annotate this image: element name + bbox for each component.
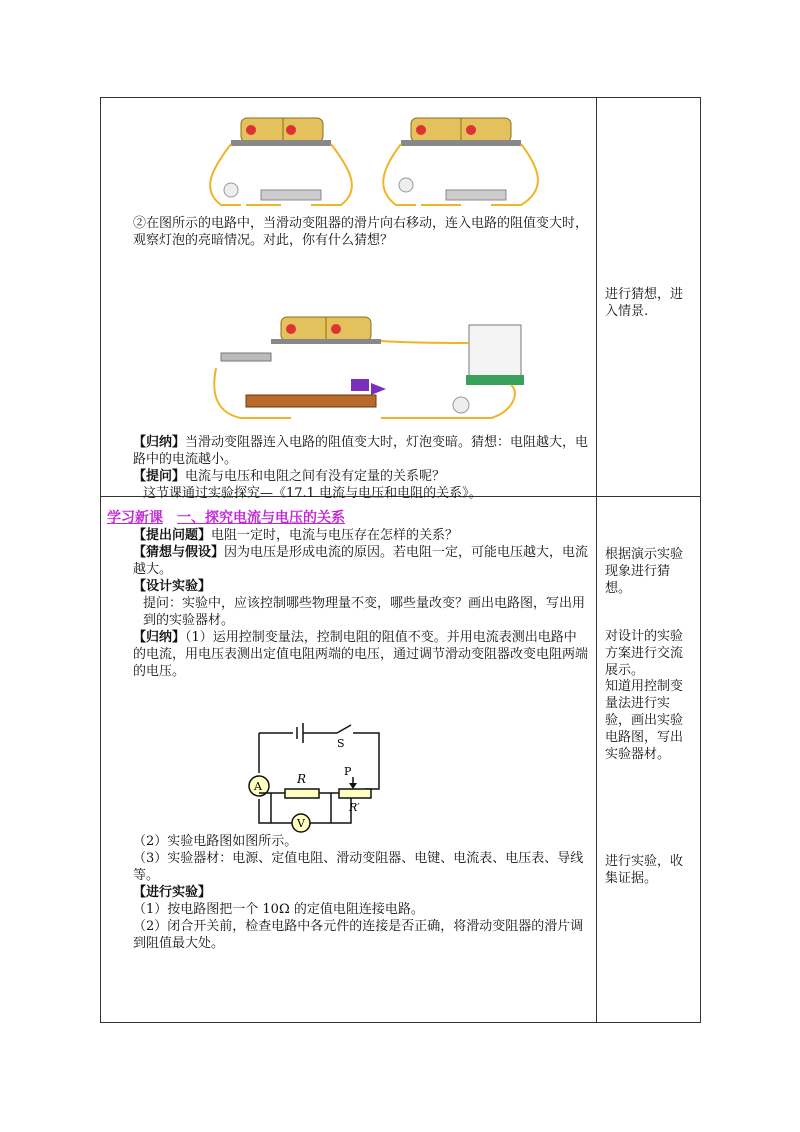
circuit-schematic bbox=[241, 723, 401, 833]
rheostat-label: R′ bbox=[349, 801, 360, 814]
design-text: 提问：实验中，应该控制哪些物理量不变，哪些量改变？画出电路图，写出用到的实验器材。 bbox=[143, 596, 586, 628]
ammeter-label: A bbox=[254, 780, 262, 793]
guess-paragraph: ②在图所示的电路中，当滑动变阻器的滑片向右移动，连入电路的阻值变大时，观察灯泡的亮暗情况。对此，你有什么猜想？ bbox=[133, 216, 589, 248]
experiment-block bbox=[107, 833, 589, 952]
h-label: 【猜想与假设】 bbox=[133, 545, 225, 560]
rheostat-circuit-illustration bbox=[211, 313, 531, 423]
slider-label: P bbox=[344, 765, 352, 778]
q-label: 【提出问题】 bbox=[133, 528, 212, 543]
side-note-guess: 根据演示实验现象进行猜想。 bbox=[605, 547, 684, 596]
new-lesson-block bbox=[107, 510, 589, 680]
item-3: （3）实验器材：电源、定值电阻、滑动变阻器、电键、电流表、电压表、导线等。 bbox=[133, 851, 584, 883]
h-text: 因为电压是形成电流的原因。若电阻一定，可能电压越大，电流越大。 bbox=[133, 545, 589, 577]
demo-circuits-illustration bbox=[201, 110, 601, 222]
lesson-table bbox=[100, 97, 701, 1023]
design-summary-label: 【归纳】 bbox=[133, 630, 186, 645]
summary-label: 【归纳】 bbox=[133, 435, 186, 450]
voltmeter-label: V bbox=[297, 817, 305, 830]
intro-text: 这节课通过实验探究—《17.1 电流与电压和电阻的关系》。 bbox=[143, 486, 482, 501]
question-label: 【提问】 bbox=[133, 469, 186, 484]
side-note-discuss: 对设计的实验方案进行交流展示。 bbox=[605, 629, 684, 678]
section-title: 学习新课 bbox=[107, 510, 163, 526]
do-label: 【进行实验】 bbox=[133, 885, 212, 900]
side-note-experiment: 进行实验，收集证据。 bbox=[605, 854, 684, 886]
top-summary-block bbox=[107, 434, 589, 502]
switch-label: S bbox=[337, 737, 345, 750]
step-1: （1）按电路图把一个 10Ω 的定值电阻连接电路。 bbox=[133, 902, 424, 917]
rheostat-symbol bbox=[339, 789, 371, 798]
resistor-symbol bbox=[285, 789, 319, 798]
side-note-top: 进行猜想，进入情景. bbox=[605, 287, 684, 319]
summary-text: 当滑动变阻器连入电路的阻值变大时，灯泡变暗。猜想：电阻越大，电路中的电流越小。 bbox=[133, 435, 589, 467]
design-label: 【设计实验】 bbox=[133, 579, 212, 594]
circuit-right bbox=[383, 118, 538, 205]
section-subtitle: 一、探究电流与电压的关系 bbox=[177, 510, 345, 526]
step-2: （2）闭合开关前，检查电路中各元件的连接是否正确，将滑动变阻器的滑片调到阻值最大处。 bbox=[133, 919, 584, 951]
column-divider bbox=[596, 98, 597, 1022]
resistor-label: R bbox=[297, 772, 307, 786]
item-2: （2）实验电路图如图所示。 bbox=[133, 834, 298, 849]
side-note-method: 知道用控制变量法进行实验，画出实验电路图，写出实验器材。 bbox=[605, 679, 684, 762]
q-text: 电阻一定时，电流与电压存在怎样的关系？ bbox=[211, 528, 459, 543]
design-summary-text: （1）运用控制变量法，控制电阻的阻值不变。并用电流表测出电路中的电流，用电压表测出定值电阻两端的电压，通过调节滑动变阻器改变电阻两端的电压。 bbox=[133, 630, 589, 679]
circuit-left bbox=[210, 118, 352, 205]
question-text: 电流与电压和电阻之间有没有定量的关系呢？ bbox=[185, 469, 446, 484]
